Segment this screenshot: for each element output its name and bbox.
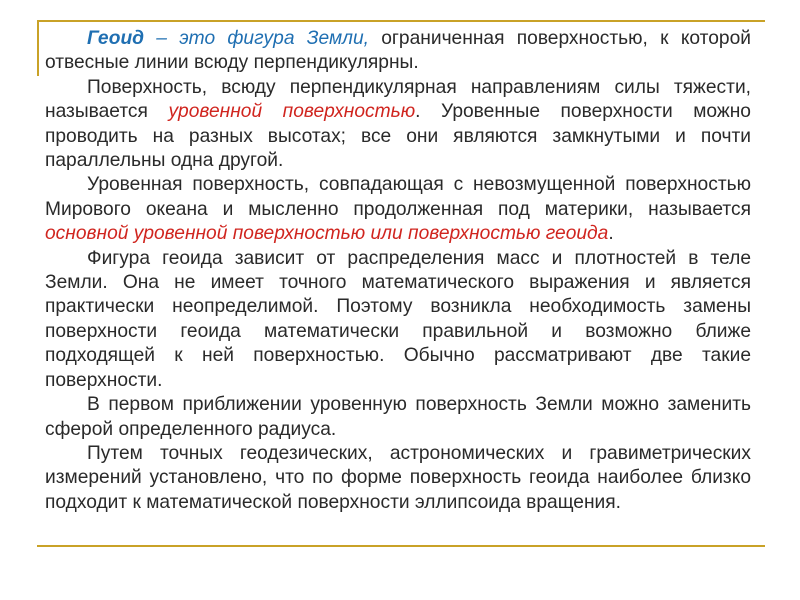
term-main-level-surface: основной уровенной поверхностью или поверхностью геоида [45,223,609,245]
p2-before: Поверхность, всюду перпендикулярная направлениям силы тяжести, называется [45,76,751,123]
frame-left-line [37,20,39,76]
paragraph-main-level-surface [45,173,751,246]
term-level-surface: уровенной поверхностью [168,101,416,123]
p2-after: . Уровенные поверхности можно проводить на разных высотах; все они являются замкнутыми и почти параллельны одна другой. [45,101,751,172]
paragraph-ellipsoid: Путем точных геодезических, астрономических и гравиметрических измерений установлено, что по форме поверхность геоида наиболее близко подходит к математической поверхности эллипсоида вращения. [45,442,751,513]
frame-top-line [37,20,765,22]
definition-rest: ограниченная поверхностью, к которой отвесные линии всюду перпендикулярны. [45,28,751,74]
definition-italic: – это фигура Земли, [144,28,369,49]
document-text [45,27,751,515]
paragraph-level-surface [45,76,751,174]
p3-before: Уровенная поверхность, совпадающая с невозмущенной поверхностью Мирового океана и мысленно продолженная под материки, называется [45,174,751,220]
paragraph-geoid-shape: Фигура геоида зависит от распределения масс и плотностей в теле Земли. Она не имеет точного математического выражения и является практически неопределимой. Поэтому возникла необходимость замены поверхности геоида математически правильной и возможно ближе подходящей к ней поверхностью. Обычно рассматривают две такие поверхности. [45,247,751,391]
paragraph-first-approximation: В первом приближении уровенную поверхность Земли можно заменить сферой определенного радиуса. [45,394,751,440]
paragraph-geoid-definition [45,27,751,76]
p3-after: . [608,223,614,245]
frame-bottom-line [37,545,765,547]
term-geoid: Геоид [87,28,145,49]
